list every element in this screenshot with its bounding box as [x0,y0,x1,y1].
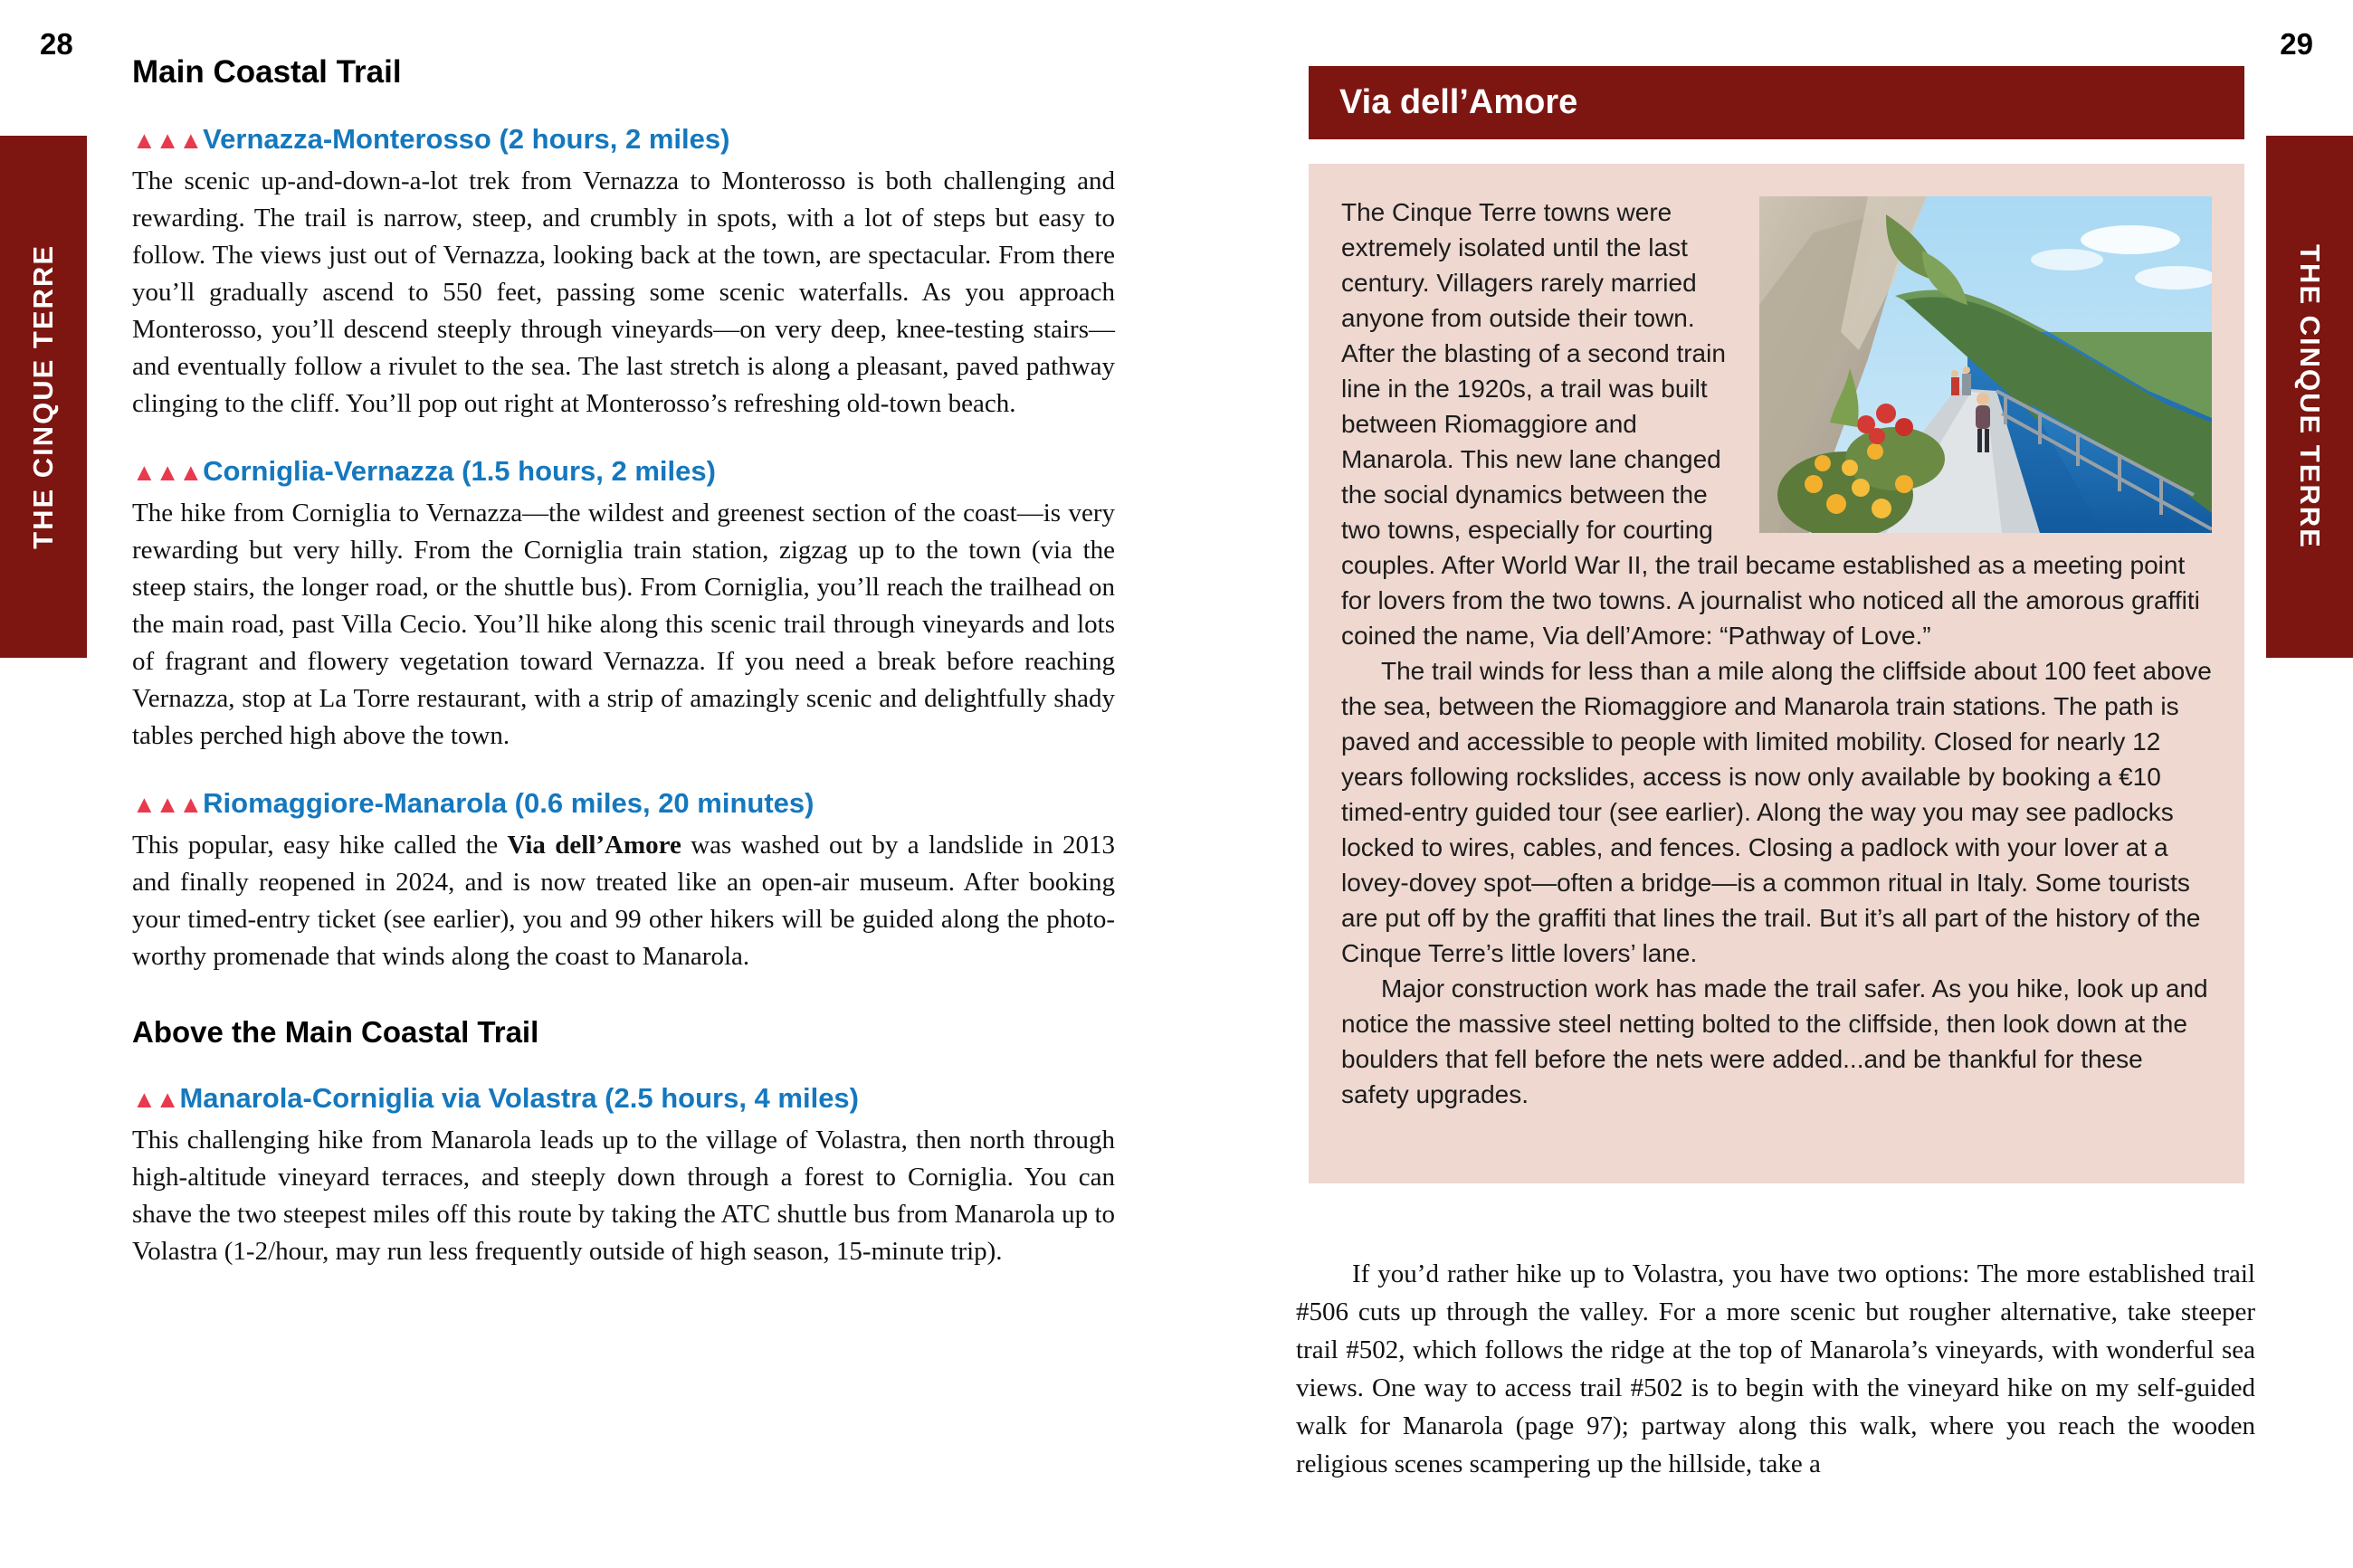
sidebar-body [1309,164,2244,1183]
side-tab-label: THE CINQUE TERRE [2294,244,2326,549]
sidebar-header [1309,66,2244,139]
page-title: Main Coastal Trail [132,54,402,90]
section-heading-label: Riomaggiore-Manarola (0.6 miles, 20 minutes) [203,787,814,819]
rating-triangles: ▲▲▲ [132,127,203,154]
page-number-right: 29 [2280,27,2313,61]
side-tab-left [0,136,87,658]
subheading-above-main-coastal-trail: Above the Main Coastal Trail [132,1015,539,1049]
body-text: This popular, easy hike called the [132,831,508,860]
trail-photo [1759,196,2212,533]
sidebar-title: Via dell’Amore [1339,83,1578,121]
body-paragraph: The scenic up-and-down-a-lot trek from Vernazza to Monterosso is both challenging and rewarding. The trail is narrow, steep, and crumbly in spots, with a lot of steps but easy to follow. The views just out of Vernazza, looking back at the town, are spectacular. From there you’ll gradually ascend to 550 feet, passing some scenic waterfalls. As you approach Monterosso, you’ll descend steeply through vineyards—on very deep, knee-testing stairs—and eventually follow a rivulet to the sea. The last stretch is along a pleasant, paved pathway clinging to the cliff. You’ll pop out right at Monterosso’s refreshing old-town beach. [132,166,1115,418]
rating-triangles: ▲▲ [132,1086,179,1113]
section-heading-vernazza-monterosso [132,123,1115,156]
body-paragraph [132,827,1115,975]
bold-term: Via dell’Amore [507,831,681,860]
section-heading-riomaggiore-manarola [132,787,1115,820]
sidebar-paragraph: The trail winds for less than a mile along the cliffside about 100 feet above the sea, between the Riomaggiore and Manarola train stations. The path is paved and accessible to people with limited mobility. Closed for nearly 12 years following rockslides, access is now only available by booking a €10 timed-entry guided tour (see earlier). Along the way you may see padlocks locked to wires, cables, and fences. Closing a padlock with your lover at a lovey-dovey spot—often a bridge—is a common ritual in Italy. Some tourists are put off by the graffiti that lines the trail. But it’s all part of the history of the Cinque Terre’s little lovers’ lane. [1341,657,2212,967]
section-heading-label: Manarola-Corniglia via Volastra (2.5 hours, 4 miles) [179,1082,859,1114]
closing-paragraph: If you’d rather hike up to Volastra, you have two options: The more established trail #506 cuts up through the valley. For a more scenic but rougher alternative, take steeper trail #502, which follows the ridge at the top of Manarola’s vineyards, with wonderful sea views. One way to access trail #502 is to begin with the vineyard hike on my self-guided walk for Manarola (page 97); partway along this walk, where you reach the wooden religious scenes scampering up the hillside, take a [1296,1259,2255,1478]
section-heading-label: Corniglia-Vernazza (1.5 hours, 2 miles) [203,455,716,487]
body-paragraph: The hike from Corniglia to Vernazza—the wildest and greenest section of the coast—is very rewarding but very hilly. From the Corniglia train station, zigzag up to the town (via the steep stairs, the longer road, or the shuttle bus). From Corniglia, you’ll reach the trailhead on the main road, past Villa Cecio. You’ll hike along this scenic trail through vineyards and lots of fragrant and flowery vegetation toward Vernazza. If you need a break before reaching Vernazza, stop at La Torre restaurant, with a strip of amazingly scenic and delightfully shady tables perched high above the town. [132,499,1115,750]
rating-triangles: ▲▲▲ [132,791,203,818]
side-tab-right [2266,136,2353,658]
page-number-left: 28 [40,27,73,61]
section-heading-label: Vernazza-Monterosso (2 hours, 2 miles) [203,123,730,155]
side-tab-label: THE CINQUE TERRE [27,244,59,549]
section-heading-manarola-corniglia [132,1082,1115,1115]
sidebar-paragraph: Major construction work has made the trail safer. As you hike, look up and notice the massive steel netting bolted to the cliffside, then look down at the boulders that fell before the nets were added...and be thankful for these safety upgrades. [1341,974,2208,1108]
sidebar-via-dellamore [1309,66,2244,1183]
section-heading-corniglia-vernazza [132,455,1115,488]
body-text: was washed out by a landslide in 2013 and finally reopened in 2024, and is now treated like an open-air museum. After booking your timed-entry ticket (see earlier), you and 99 other hikers will be guided along the photo-worthy promenade that winds along the coast to Manarola. [132,831,1115,971]
rating-triangles: ▲▲▲ [132,459,203,486]
sidebar-paragraph: The Cinque Terre towns were extremely isolated until the last century. Villagers rarely married anyone from outside their town. After the blasting of a second train line in the 1920s, a trail was built between Riomaggiore and Manarola. This new lane changed the social dynamics between the two towns, especially for courting couples. After World War II, the trail became established as a meeting point for lovers from the two towns. A journalist who noticed all the amorous graffiti coined the name, Via dell’Amore: “Pathway of Love.” [1341,198,2200,650]
body-paragraph: This challenging hike from Manarola leads up to the village of Volastra, then north through high-altitude vineyard terraces, and steeply down through a forest to Corniglia. You can shave the two steepest miles off this route by taking the ATC shuttle bus from Manarola up to Volastra (1-2/hour, may run less frequently outside of high season, 15-minute trip). [132,1126,1115,1266]
left-page-column [132,36,1115,1270]
